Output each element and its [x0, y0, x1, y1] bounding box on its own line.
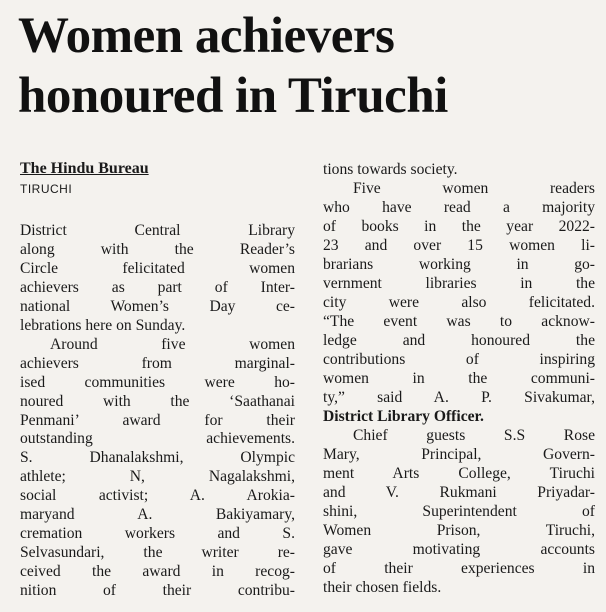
- article-line: shini, Superintendent of: [323, 503, 595, 520]
- article-line: Mary, Principal, Govern-: [323, 446, 595, 463]
- headline-line-2: honoured in Tiruchi: [18, 68, 448, 124]
- article-line: gave motivating accounts: [323, 541, 595, 558]
- article-line: ment Arts College, Tiruchi: [323, 465, 595, 482]
- article-line: achievers from marginal-: [20, 354, 295, 372]
- article-line: tions towards society.: [323, 161, 458, 178]
- article-line: of their experiences in: [323, 560, 595, 577]
- article-line: Five women readers: [353, 180, 595, 197]
- article-line: District Library Officer.: [323, 408, 484, 425]
- byline: The Hindu Bureau: [20, 160, 149, 177]
- headline-line-1: Women achievers: [18, 8, 395, 64]
- article-line: city were also felicitated.: [323, 294, 595, 311]
- article-line: Around five women: [50, 335, 295, 353]
- article-line: Chief guests S.S Rose: [353, 427, 595, 444]
- article-line: their chosen fields.: [323, 579, 442, 596]
- article-line: ty,” said A. P. Sivakumar,: [323, 389, 595, 406]
- article-line: contributions of inspiring: [323, 351, 595, 368]
- article-line: ledge and honoured the: [323, 332, 595, 349]
- article-line: Circle felicitated women: [20, 259, 295, 277]
- article-line: outstanding achievements.: [20, 430, 295, 448]
- dateline: TIRUCHI: [20, 182, 73, 196]
- article-line: nition of their contribu-: [20, 582, 295, 600]
- article-line: maryand A. Bakiyamary,: [20, 506, 295, 524]
- article-line: athlete; N, Nagalakshmi,: [20, 468, 295, 486]
- article-line: 23 and over 15 women li-: [323, 237, 595, 254]
- article-line: Selvasundari, the writer re-: [20, 544, 295, 562]
- article-line: S. Dhanalakshmi, Olympic: [20, 449, 295, 467]
- article-line: District Central Library: [20, 222, 295, 239]
- article-line: “The event was to acknow-: [323, 313, 595, 330]
- article-line: and V. Rukmani Priyadar-: [323, 484, 595, 501]
- article-line: ceived the award in recog-: [20, 563, 295, 581]
- article-column-right: [323, 160, 595, 597]
- article-line: Women Prison, Tiruchi,: [323, 522, 595, 539]
- article-line: cremation workers and S.: [20, 525, 295, 543]
- article-line: women in the communi-: [323, 370, 595, 387]
- headline: [18, 6, 598, 126]
- article-line: social activist; A. Arokia-: [20, 487, 295, 505]
- article-line: along with the Reader’s: [20, 240, 295, 258]
- article-column-left: [20, 222, 295, 601]
- article-line: of books in the year 2022-: [323, 218, 595, 235]
- article-line: lebrations here on Sunday.: [20, 316, 186, 334]
- article-line: noured with the ‘Saathanai: [20, 392, 295, 410]
- article-line: national Women’s Day ce-: [20, 297, 295, 315]
- article-line: ised communities were ho-: [20, 373, 295, 391]
- article-line: achievers as part of Inter-: [20, 278, 295, 296]
- article-line: Penmani’ award for their: [20, 411, 295, 429]
- article-line: brarians working in go-: [323, 256, 595, 273]
- article-line: who have read a majority: [323, 199, 595, 216]
- article-line: vernment libraries in the: [323, 275, 595, 292]
